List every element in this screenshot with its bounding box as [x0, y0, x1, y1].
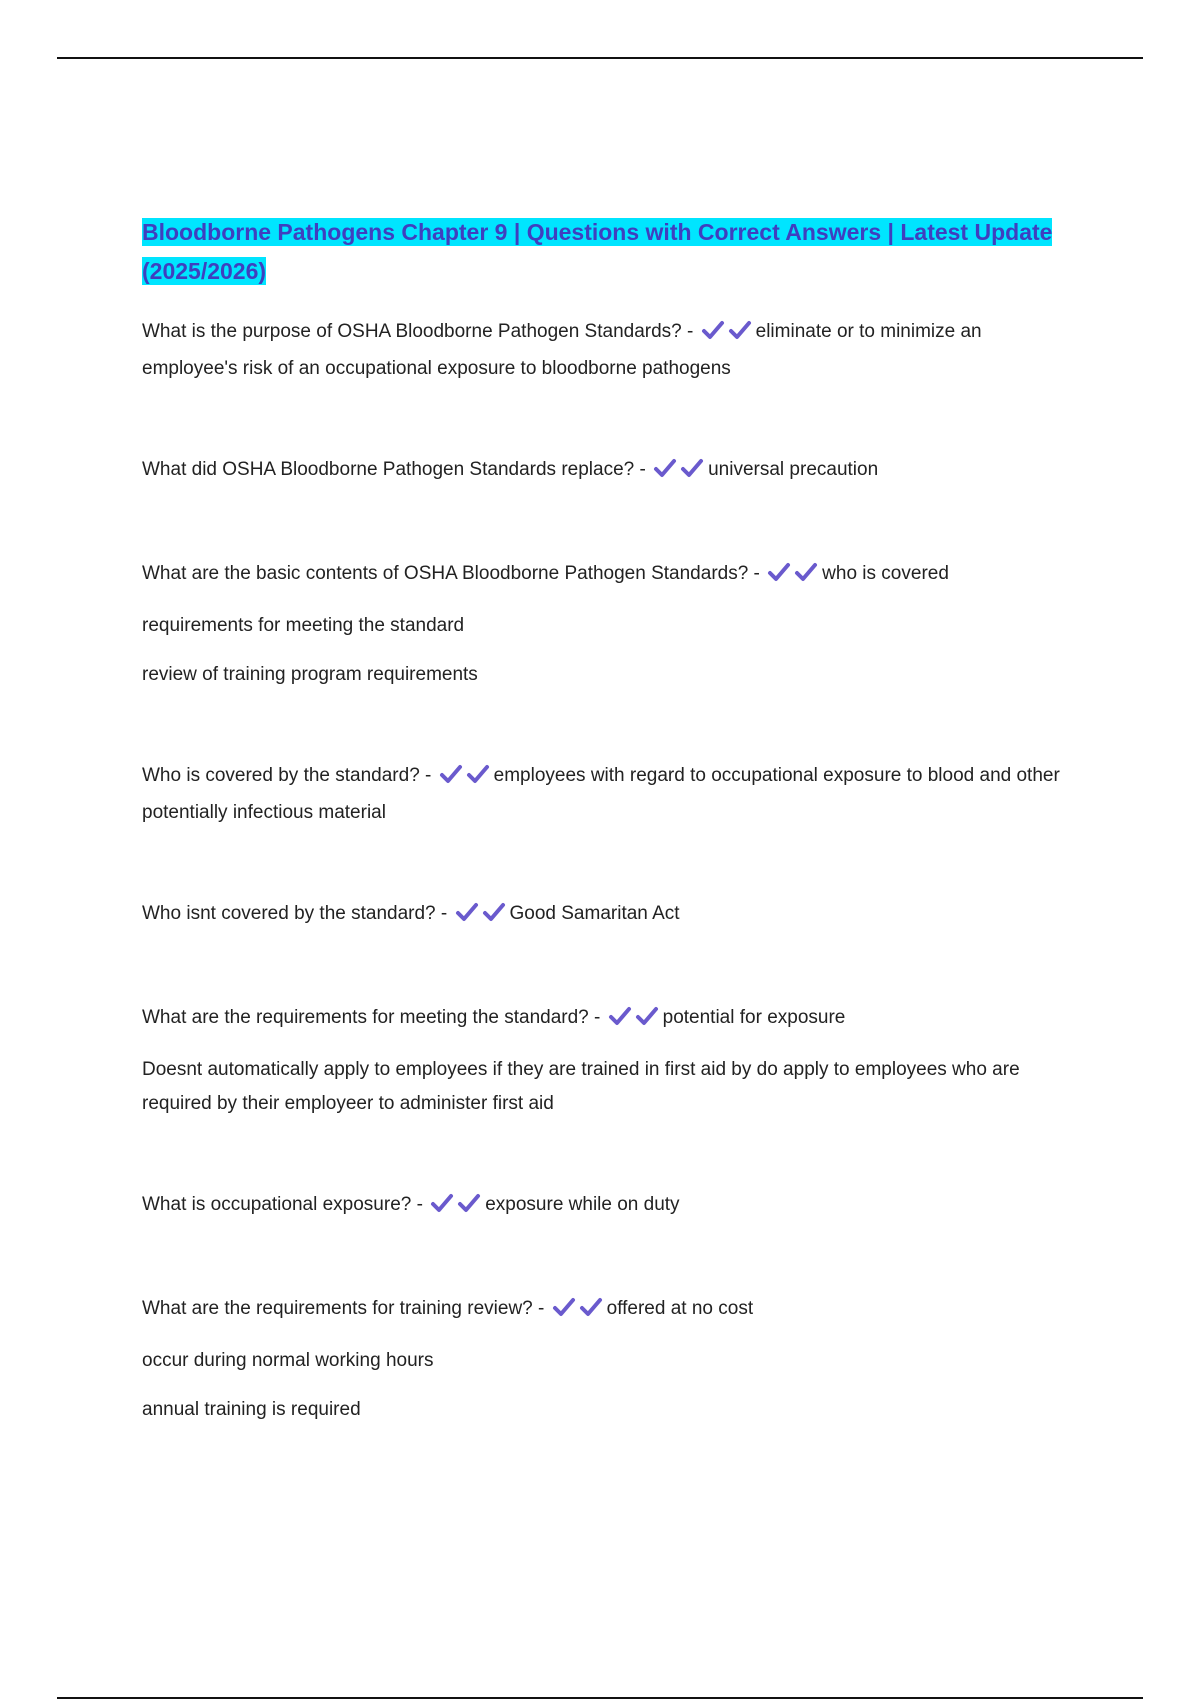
qa-item	[142, 1001, 1072, 1121]
question-text: What are the basic contents of OSHA Bloodborne Pathogen Standards?	[142, 563, 749, 584]
question-text: What is occupational exposure?	[142, 1194, 412, 1215]
qa-item	[142, 315, 1072, 386]
check-icon	[794, 562, 818, 582]
answer-extra-line: Doesnt automatically apply to employees if they are trained in first aid by do apply to employees who are required by their employeer to administer first aid	[142, 1059, 1020, 1114]
check-icon	[439, 764, 463, 784]
question-text: What is the purpose of OSHA Bloodborne Pathogen Standards?	[142, 321, 682, 342]
separator: -	[411, 1194, 429, 1215]
qa-line	[142, 897, 1072, 934]
separator: -	[634, 459, 652, 480]
correct-checkmarks	[439, 762, 493, 796]
question-text: Who is covered by the standard?	[142, 765, 420, 786]
answer-text: potential for exposure	[662, 1007, 846, 1028]
answer-text: employees with regard to occupational exposure to blood and other potentially infectious material	[142, 765, 1060, 823]
separator: -	[588, 1007, 606, 1028]
separator: -	[681, 321, 699, 342]
separator: -	[748, 563, 766, 584]
check-icon	[767, 562, 791, 582]
answer-text: offered at no cost	[606, 1298, 754, 1319]
separator: -	[419, 765, 437, 786]
correct-checkmarks	[608, 1004, 662, 1038]
qa-item	[142, 1188, 1072, 1225]
answer-text: exposure while on duty	[485, 1194, 680, 1215]
document-body	[142, 213, 1072, 1427]
qa-line	[142, 453, 1072, 490]
check-icon	[466, 764, 490, 784]
qa-item	[142, 897, 1072, 934]
top-rule	[57, 57, 1143, 59]
qa-line	[142, 1001, 1072, 1038]
qa-list	[142, 315, 1072, 1427]
question-text: What did OSHA Bloodborne Pathogen Standards replace?	[142, 459, 635, 480]
check-icon	[680, 458, 704, 478]
check-icon	[455, 902, 479, 922]
correct-checkmarks	[430, 1191, 484, 1225]
check-icon	[635, 1006, 659, 1026]
answer-text: eliminate or to minimize an employee's risk of an occupational exposure to bloodborne pathogens	[142, 321, 982, 379]
qa-item	[142, 453, 1072, 490]
answer-extra-line: occur during normal working hours	[142, 1350, 434, 1371]
qa-line	[142, 557, 1072, 594]
check-icon	[430, 1193, 454, 1213]
bottom-rule	[57, 1697, 1143, 1699]
correct-checkmarks	[455, 900, 509, 934]
answer-extra-line: annual training is required	[142, 1399, 361, 1420]
qa-item	[142, 759, 1072, 830]
qa-line	[142, 1292, 1072, 1329]
check-icon	[457, 1193, 481, 1213]
correct-checkmarks	[552, 1295, 606, 1329]
document-title	[142, 213, 1072, 291]
check-icon	[552, 1297, 576, 1317]
question-text: What are the requirements for training review?	[142, 1298, 533, 1319]
separator: -	[435, 903, 453, 924]
check-icon	[701, 320, 725, 340]
question-text: Who isnt covered by the standard?	[142, 903, 436, 924]
answer-text: who is covered	[822, 563, 949, 584]
answer-text: Good Samaritan Act	[509, 903, 680, 924]
check-icon	[728, 320, 752, 340]
correct-checkmarks	[653, 456, 707, 490]
correct-checkmarks	[701, 318, 755, 352]
qa-line	[142, 759, 1072, 830]
qa-item	[142, 1292, 1072, 1427]
separator: -	[532, 1298, 550, 1319]
correct-checkmarks	[767, 560, 821, 594]
qa-line	[142, 315, 1072, 386]
check-icon	[608, 1006, 632, 1026]
answer-text: universal precaution	[708, 459, 879, 480]
answer-extra-line: requirements for meeting the standard	[142, 615, 465, 636]
check-icon	[482, 902, 506, 922]
qa-line	[142, 1188, 1072, 1225]
check-icon	[579, 1297, 603, 1317]
qa-item	[142, 557, 1072, 692]
question-text: What are the requirements for meeting the standard?	[142, 1007, 589, 1028]
check-icon	[653, 458, 677, 478]
title-highlight: Bloodborne Pathogens Chapter 9 | Questions with Correct Answers | Latest Update (2025/2026)	[142, 219, 1053, 284]
answer-extra-line: review of training program requirements	[142, 664, 478, 685]
